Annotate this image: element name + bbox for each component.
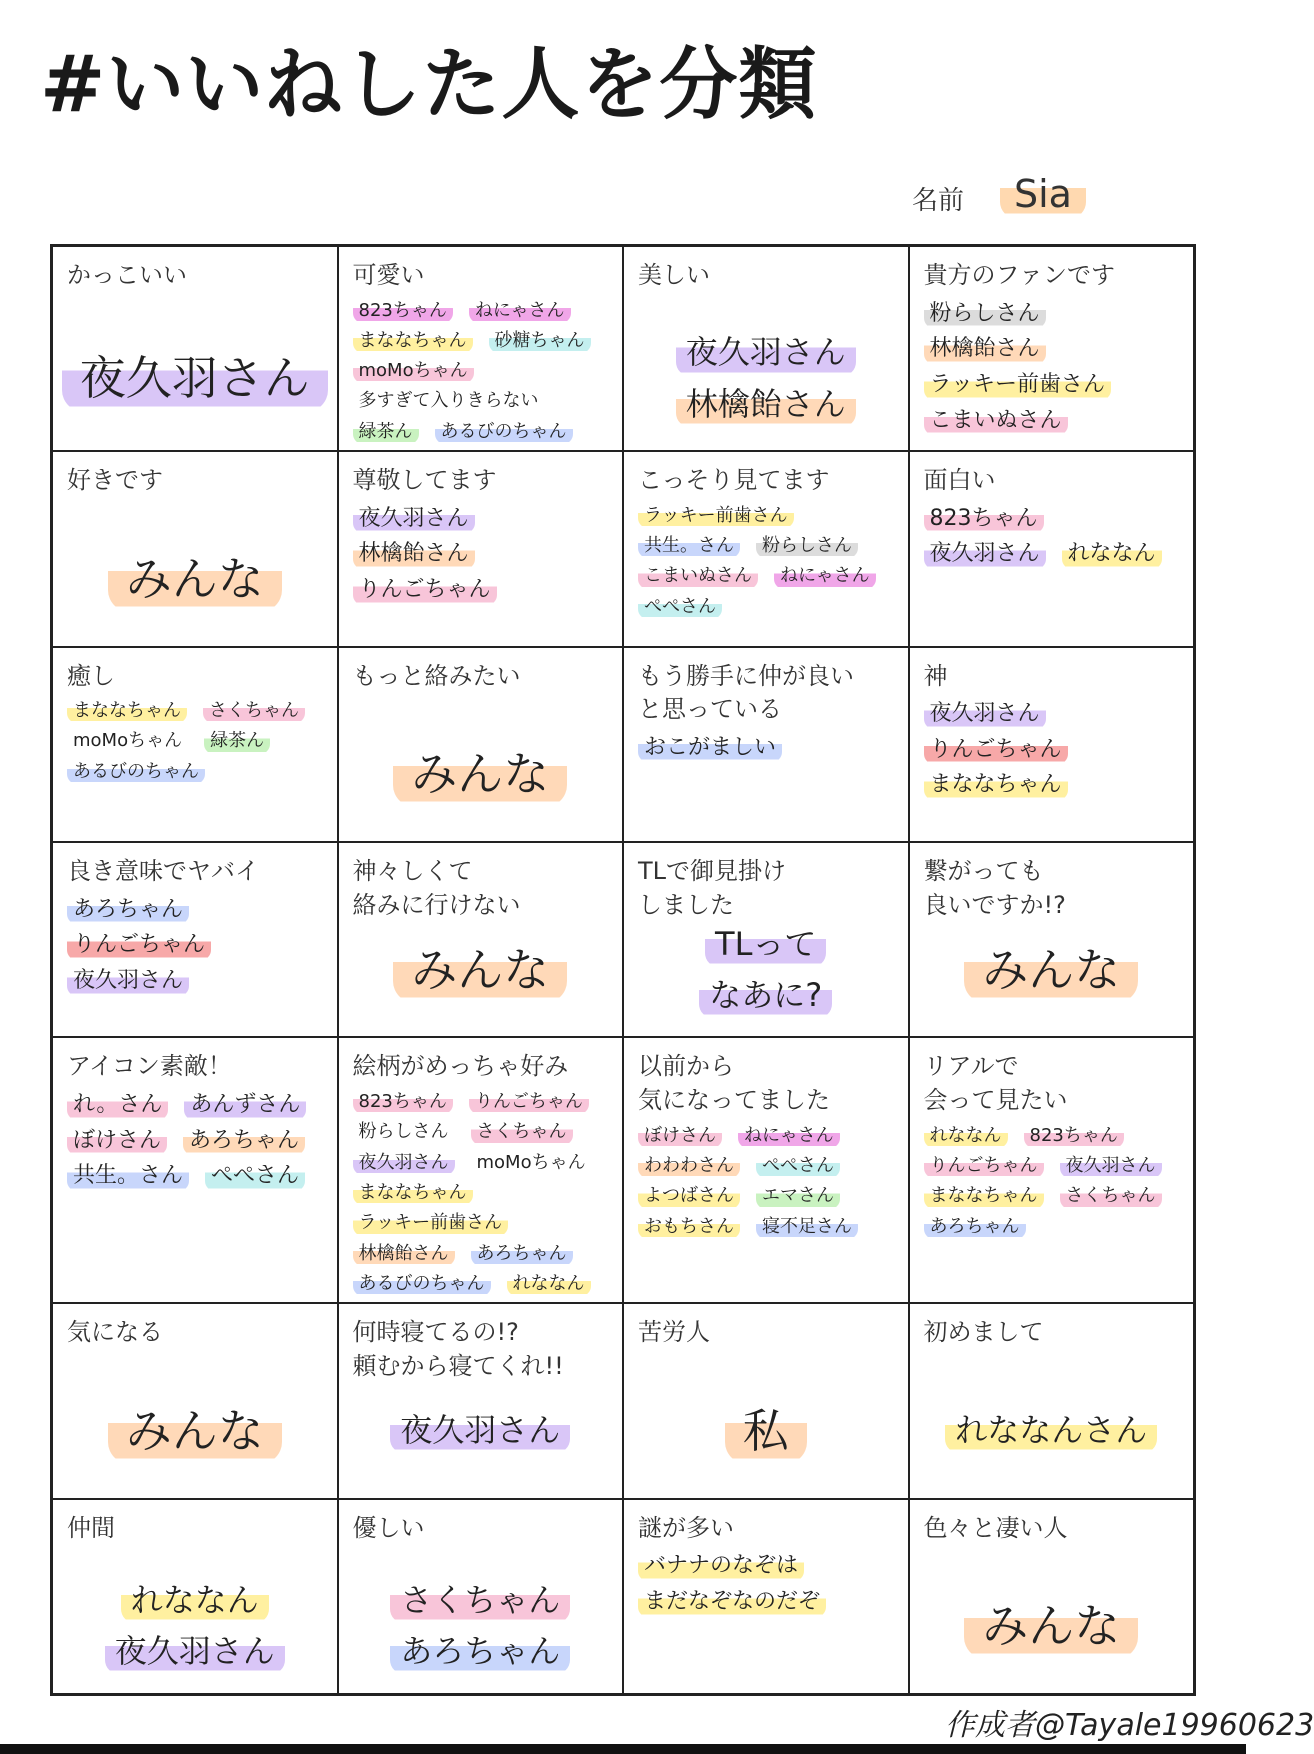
category-label: 謎が多い <box>638 1513 734 1542</box>
name-entry: あるびのちゃん <box>67 760 205 784</box>
category-cell <box>52 1499 338 1694</box>
category-label: 優しい <box>352 1513 425 1542</box>
name-entry: 多すぎて入りきらない <box>353 389 545 413</box>
category-cell <box>623 1303 909 1498</box>
name-entry: あろちゃん <box>67 895 189 925</box>
name-entry: TLって <box>705 922 826 967</box>
name-entry: 緑茶ん <box>204 729 270 753</box>
name-entry: ねにゃさん <box>469 299 571 323</box>
name-entry: さくちゃん <box>1060 1184 1162 1208</box>
category-cell <box>52 842 338 1037</box>
name-entry: 林檎飴さん <box>353 1242 455 1266</box>
name-entry: まななちゃん <box>67 699 187 723</box>
name-entry: れ。さん <box>67 1090 168 1120</box>
category-cell <box>338 246 624 451</box>
name-entry: りんごちゃん <box>924 1154 1044 1178</box>
name-entry: さくちゃん <box>203 699 305 723</box>
name-list <box>924 1124 1182 1239</box>
name-entry: まななちゃん <box>353 329 473 353</box>
category-label: 苦労人 <box>638 1318 710 1347</box>
name-entry: moMoちゃん <box>353 359 474 383</box>
name-entry: まだなぞなのだぞ <box>638 1587 826 1617</box>
category-cell <box>338 1499 624 1694</box>
category-label: 癒し <box>67 661 115 690</box>
name-entry: 夜久羽さん <box>353 1151 455 1175</box>
name-entry: あろちゃん <box>924 1215 1026 1239</box>
name-entry: 夜久羽さん <box>67 966 189 996</box>
name-list <box>634 913 898 1026</box>
name-list <box>924 299 1182 436</box>
name-entry: こまいぬさん <box>638 564 758 588</box>
name-list <box>634 317 898 440</box>
name-list <box>67 1090 325 1191</box>
name-entry: りんごちゃん <box>353 575 497 605</box>
name-entry: 緑茶ん <box>353 420 419 444</box>
name-entry: 林檎飴さん <box>676 382 856 427</box>
name-entry: りんごちゃん <box>924 735 1068 765</box>
name-entry: みんな <box>108 546 282 612</box>
name-entry: さくちゃん <box>390 1578 570 1623</box>
name-list <box>67 699 325 784</box>
name-entry: 林檎飴さん <box>924 334 1046 364</box>
name-entry: りんごちゃん <box>67 930 211 960</box>
page-title: #いいねした人を分類 <box>40 40 818 130</box>
name-list <box>920 1570 1184 1683</box>
name-entry: 林檎飴さん <box>353 539 475 569</box>
category-label: リアルで 会って見たい <box>923 1052 1068 1115</box>
name-entry: 823ちゃん <box>353 1090 453 1114</box>
name-entry: よつばさん <box>638 1184 740 1208</box>
category-label: 繋がっても 良いですか!? <box>923 856 1066 919</box>
name-list <box>63 1374 327 1487</box>
name-entry: ぺぺさん <box>205 1161 305 1191</box>
name-entry: みんな <box>393 741 567 807</box>
name-entry: 夜久羽さん <box>676 330 856 375</box>
name-entry: 夜久羽さん <box>924 539 1046 569</box>
name-entry: 夜久羽さん <box>390 1408 570 1453</box>
name-entry: わわわさん <box>638 1154 740 1178</box>
name-entry: まななちゃん <box>924 1184 1044 1208</box>
name-entry: ぺぺさん <box>638 595 722 619</box>
name-entry: moMoちゃん <box>67 729 188 753</box>
name-list <box>63 317 327 440</box>
name-list <box>638 1124 896 1239</box>
name-list <box>349 1374 613 1487</box>
name-entry: みんな <box>393 937 567 1003</box>
category-label: 神々しくて 絡みに行けない <box>352 856 521 919</box>
name-entry: おもちさん <box>638 1215 740 1239</box>
name-entry: あるびのちゃん <box>435 420 573 444</box>
category-cell <box>623 451 909 646</box>
name-list <box>353 299 611 444</box>
name-list <box>63 522 327 635</box>
name-entry: みんな <box>108 1398 282 1464</box>
category-cell <box>52 246 338 451</box>
name-entry: まななちゃん <box>353 1181 473 1205</box>
category-cell <box>623 842 909 1037</box>
category-label: アイコン素敵！ <box>67 1052 232 1081</box>
category-cell <box>909 647 1195 842</box>
category-cell <box>338 647 624 842</box>
category-label: もう勝手に仲が良い と思っている <box>638 661 854 724</box>
name-entry: 823ちゃん <box>1024 1124 1124 1148</box>
category-label: 絵柄がめっちゃ好み <box>352 1052 569 1081</box>
name-value: Sia <box>1000 172 1086 218</box>
name-entry: 粉らしさん <box>924 299 1046 329</box>
name-entry: あろちゃん <box>390 1629 570 1674</box>
name-entry: れななん <box>507 1272 591 1296</box>
name-list <box>638 733 896 763</box>
category-label: もっと絡みたい <box>352 661 521 690</box>
name-list <box>634 1374 898 1487</box>
category-label: 以前から 気になってました <box>638 1052 830 1115</box>
bottom-bar <box>0 1744 1246 1754</box>
category-label: 気になる <box>67 1318 163 1347</box>
category-cell <box>909 246 1195 451</box>
name-entry: 共生。さん <box>67 1161 189 1191</box>
category-cell <box>52 451 338 646</box>
name-list <box>349 913 613 1026</box>
category-cell <box>909 842 1195 1037</box>
category-label: 良き意味でヤバイ <box>67 856 259 885</box>
name-entry: こまいぬさん <box>924 406 1068 436</box>
category-cell <box>909 1499 1195 1694</box>
category-label: 神 <box>923 661 948 690</box>
name-entry: 夜久羽さん <box>105 1629 285 1674</box>
name-entry: ぼけさん <box>67 1126 167 1156</box>
category-cell <box>623 1037 909 1303</box>
category-label: 貴方のファンです <box>923 261 1116 289</box>
category-label: TLで御見掛け しました <box>638 856 787 919</box>
category-cell <box>52 1303 338 1498</box>
name-entry: あるびのちゃん <box>353 1272 491 1296</box>
name-entry: ぼけさん <box>638 1124 722 1148</box>
category-label: 仲間 <box>67 1513 115 1542</box>
name-list <box>67 895 325 996</box>
name-entry: 寝不足さん <box>756 1215 858 1239</box>
name-list <box>924 504 1182 569</box>
category-cell <box>623 246 909 451</box>
category-label: 可愛い <box>352 261 425 289</box>
name-entry: 夜久羽さん <box>1060 1154 1162 1178</box>
name-list <box>920 1374 1184 1487</box>
name-entry: れななん <box>121 1578 269 1623</box>
name-entry: れななん <box>1062 539 1162 569</box>
name-list <box>349 718 613 831</box>
name-entry: さくちゃん <box>471 1120 573 1144</box>
name-entry: ラッキー前歯さん <box>353 1211 509 1235</box>
name-entry: 私 <box>725 1398 807 1464</box>
category-label: こっそり見てます <box>638 466 830 495</box>
category-cell <box>338 1037 624 1303</box>
category-cell <box>909 451 1195 646</box>
name-list <box>638 1551 896 1616</box>
name-list <box>924 699 1182 800</box>
name-entry: 砂糖ちゃん <box>489 329 591 353</box>
name-list <box>349 1570 613 1683</box>
category-cell <box>909 1303 1195 1498</box>
name-entry: あんずさん <box>184 1090 306 1120</box>
name-label: 名前 <box>912 186 965 216</box>
category-label: 美しい <box>638 261 710 289</box>
name-list <box>920 913 1184 1026</box>
name-entry: まななちゃん <box>924 770 1068 800</box>
category-cell <box>623 1499 909 1694</box>
category-label: 好きです <box>67 466 163 495</box>
category-label: 面白い <box>923 466 996 495</box>
name-entry: 夜久羽さん <box>353 504 475 534</box>
category-cell <box>338 1303 624 1498</box>
name-entry: りんごちゃん <box>469 1090 589 1114</box>
name-entry: 粉らしさん <box>756 534 858 558</box>
name-entry: バナナのなぞは <box>638 1551 804 1581</box>
author-credit: 作成者@Tayale19960623 <box>945 1708 1314 1743</box>
name-entry: 夜久羽さん <box>62 345 328 411</box>
name-list <box>638 504 896 619</box>
name-entry: 共生。さん <box>638 534 740 558</box>
name-entry: れななん <box>924 1124 1008 1148</box>
category-cell <box>623 647 909 842</box>
name-entry: ねにゃさん <box>774 564 876 588</box>
category-cell <box>52 1037 338 1303</box>
category-cell <box>338 451 624 646</box>
name-entry: 823ちゃん <box>924 504 1044 534</box>
category-label: 何時寝てるの!? 頼むから寝てくれ!! <box>352 1318 564 1380</box>
name-entry: moMoちゃん <box>471 1151 592 1175</box>
name-entry: みんな <box>964 937 1138 1003</box>
name-entry: ねにゃさん <box>738 1124 840 1148</box>
name-entry: あろちゃん <box>471 1242 573 1266</box>
name-entry: みんな <box>964 1593 1138 1659</box>
name-entry: ぺぺさん <box>756 1154 840 1178</box>
name-entry: エマさん <box>756 1184 840 1208</box>
category-cell <box>338 842 624 1037</box>
category-label: 初めまして <box>923 1318 1044 1347</box>
category-label: かっこいい <box>67 261 187 289</box>
name-list <box>353 1090 611 1296</box>
name-entry: ラッキー前歯さん <box>638 504 794 528</box>
name-entry: なあに? <box>699 973 832 1018</box>
category-cell <box>52 647 338 842</box>
category-cell <box>909 1037 1195 1303</box>
name-entry: 夜久羽さん <box>924 699 1046 729</box>
name-entry: おこがましい <box>638 733 782 763</box>
name-entry: ラッキー前歯さん <box>924 370 1112 400</box>
category-label: 色々と凄い人 <box>923 1513 1068 1542</box>
category-label: 尊敬してます <box>352 466 497 495</box>
name-entry: 823ちゃん <box>353 299 453 323</box>
classification-grid <box>50 244 1196 1696</box>
name-entry: あろちゃん <box>183 1126 305 1156</box>
name-entry: 粉らしさん <box>353 1120 455 1144</box>
name-list <box>63 1570 327 1683</box>
name-list <box>353 504 611 605</box>
name-entry: れななんさん <box>945 1408 1157 1453</box>
